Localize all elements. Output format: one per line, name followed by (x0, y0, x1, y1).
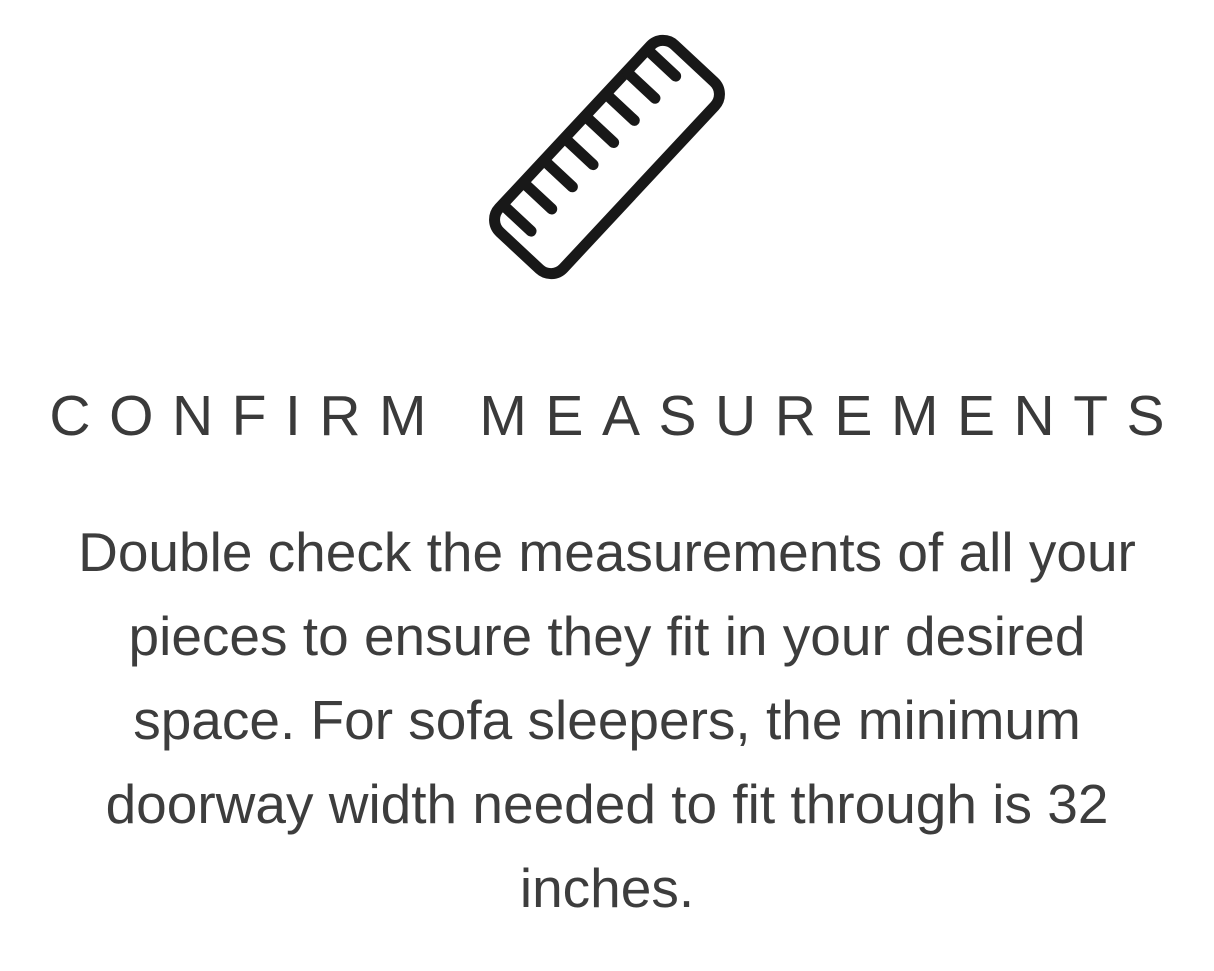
ruler-icon (476, 22, 738, 284)
body-text: Double check the measurements of all your pieces to ensure they fit in your desired space. For sofa sleepers, the minimum doorway width needed to fit through is 32 inches. (78, 521, 1136, 919)
page-title: CONFIRM MEASUREMENTS (49, 384, 1184, 448)
